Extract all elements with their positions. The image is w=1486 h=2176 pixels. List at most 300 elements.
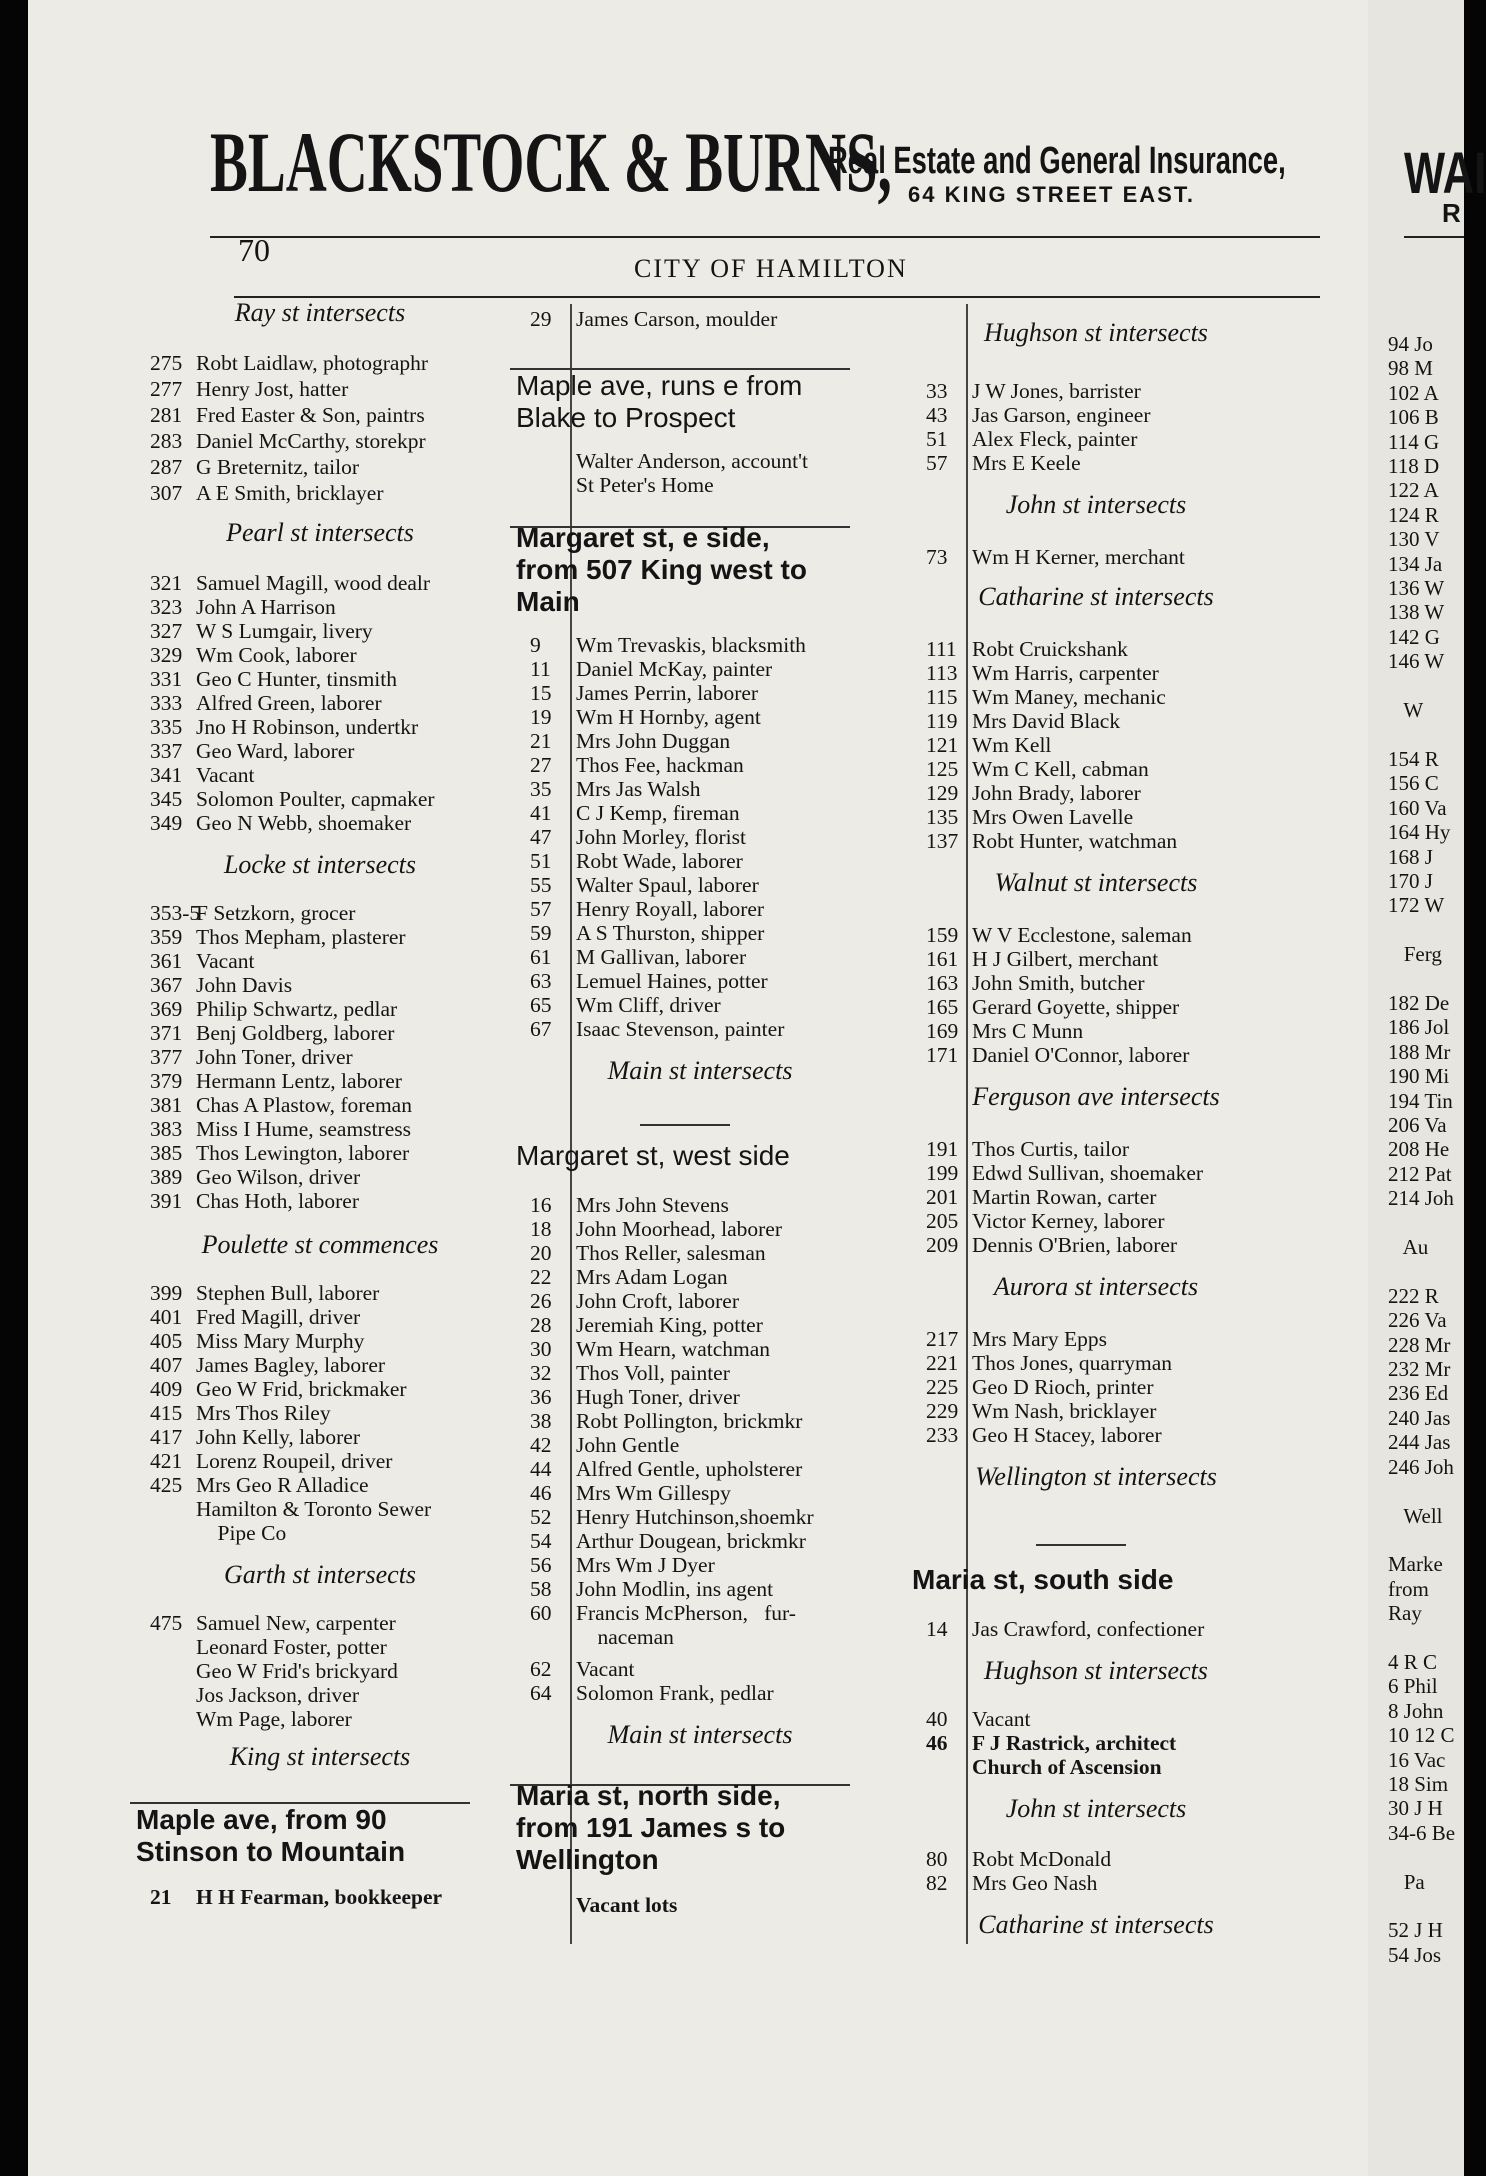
street-number: 165: [926, 995, 959, 1019]
directory-entry: [926, 660, 1159, 686]
directory-entry: [530, 992, 721, 1018]
directory-entry: [150, 642, 357, 668]
directory-entry: [150, 666, 397, 692]
resident-name: Dennis O'Brien, laborer: [972, 1233, 1178, 1257]
street-number: 233: [926, 1423, 959, 1447]
resident-name: Thos Curtis, tailor: [972, 1137, 1130, 1161]
street-number: 229: [926, 1399, 959, 1423]
street-heading: Stinson to Mountain: [136, 1836, 406, 1867]
section-rule: [640, 1124, 730, 1126]
street-number: 199: [926, 1161, 959, 1185]
page-number: 70: [238, 232, 270, 268]
resident-name: John Kelly, laborer: [196, 1425, 360, 1449]
resident-name: James Bagley, laborer: [196, 1353, 386, 1377]
resident-name: Thos Reller, salesman: [576, 1241, 766, 1265]
directory-entry: [926, 922, 1192, 948]
directory-entry: [926, 1754, 1162, 1780]
directory-entry: [150, 454, 359, 480]
street-number: 9: [530, 633, 541, 657]
street-number: 28: [530, 1313, 552, 1337]
street-number: 47: [530, 825, 552, 849]
street-number: 221: [926, 1351, 959, 1375]
resident-name: Alfred Gentle, upholsterer: [576, 1457, 803, 1481]
directory-entry: [530, 896, 764, 922]
street-number: 383: [150, 1117, 183, 1141]
directory-entry: [530, 306, 777, 332]
street-number: 379: [150, 1069, 183, 1093]
street-number: 32: [530, 1361, 552, 1385]
directory-entry: [926, 1398, 1156, 1424]
street-number: 367: [150, 973, 183, 997]
resident-name: Jeremiah King, potter: [576, 1313, 763, 1337]
directory-entry: [150, 350, 428, 376]
running-title: CITY OF HAMILTON: [634, 254, 908, 283]
street-number: 349: [150, 811, 183, 835]
directory-entry: [926, 1208, 1165, 1234]
street-number: 33: [926, 379, 948, 403]
street-number: 16: [530, 1193, 552, 1217]
directory-entry: [150, 762, 255, 788]
resident-name: Robt Laidlaw, photographr: [196, 351, 429, 375]
resident-name: Benj Goldberg, laborer: [196, 1021, 395, 1045]
resident-name: Jno H Robinson, undertkr: [196, 715, 419, 739]
resident-name: Wm Trevaskis, blacksmith: [576, 633, 806, 657]
resident-name: Walter Anderson, account't: [576, 449, 808, 473]
intersection-heading: Catharine st intersects: [978, 1910, 1214, 1939]
resident-name: John Smith, butcher: [972, 971, 1145, 995]
street-number: 36: [530, 1385, 552, 1409]
resident-name: Miss Mary Murphy: [196, 1329, 365, 1353]
directory-entry: [530, 1288, 739, 1314]
resident-name: Fred Easter & Son, paintrs: [196, 403, 425, 427]
street-number: 409: [150, 1377, 183, 1401]
resident-name: Geo H Stacey, laborer: [972, 1423, 1162, 1447]
street-number: 18: [530, 1217, 552, 1241]
street-number: 22: [530, 1265, 552, 1289]
resident-name: F Setzkorn, grocer: [196, 901, 356, 925]
directory-entry: [926, 636, 1128, 662]
street-number: 331: [150, 667, 183, 691]
street-number: 111: [926, 637, 957, 661]
resident-name: Robt Hunter, watchman: [972, 829, 1178, 853]
directory-entry: [150, 1328, 364, 1354]
street-number: 381: [150, 1093, 183, 1117]
directory-entry: [926, 1350, 1172, 1376]
street-number: 209: [926, 1233, 959, 1257]
facing-rule: [1404, 236, 1464, 238]
directory-page: [28, 0, 1368, 2176]
street-number: 46: [926, 1731, 948, 1755]
directory-entry: [530, 728, 730, 754]
resident-name: Mrs Wm Gillespy: [576, 1481, 731, 1505]
street-number: 44: [530, 1457, 552, 1481]
resident-name: Robt Pollington, brickmkr: [576, 1409, 803, 1433]
resident-name: Lorenz Roupeil, driver: [196, 1449, 393, 1473]
resident-name: Edwd Sullivan, shoemaker: [972, 1161, 1204, 1185]
directory-entry: [926, 1374, 1154, 1400]
resident-name: John Davis: [196, 973, 293, 997]
facing-page-edge: [1368, 0, 1486, 2176]
resident-name: Jas Crawford, confectioner: [972, 1617, 1205, 1641]
directory-entry: [530, 1336, 770, 1362]
street-heading: Maple ave, from 90: [136, 1804, 387, 1835]
directory-entry: [150, 810, 411, 836]
directory-entry: [926, 1160, 1203, 1186]
street-number: 277: [150, 377, 183, 401]
directory-entry: [150, 1424, 360, 1450]
directory-entry: [150, 972, 292, 998]
street-number: 61: [530, 945, 552, 969]
resident-name: Pipe Co: [196, 1521, 287, 1545]
directory-entry: [926, 780, 1141, 806]
directory-entry: [150, 1068, 402, 1094]
directory-entry: [150, 1352, 385, 1378]
street-number: 425: [150, 1473, 183, 1497]
street-number: 323: [150, 595, 183, 619]
resident-name: Robt Wade, laborer: [576, 849, 743, 873]
directory-entry: [150, 714, 418, 740]
directory-entry: [926, 402, 1151, 428]
resident-name: Thos Lewington, laborer: [196, 1141, 410, 1165]
street-number: 401: [150, 1305, 183, 1329]
resident-name: Jas Garson, engineer: [972, 403, 1151, 427]
directory-entry: [926, 684, 1166, 710]
street-number: 52: [530, 1505, 552, 1529]
resident-name: Geo C Hunter, tinsmith: [196, 667, 397, 691]
directory-entry: [926, 1018, 1083, 1044]
resident-name: Hamilton & Toronto Sewer: [196, 1497, 432, 1521]
resident-name: Wm C Kell, cabman: [972, 757, 1149, 781]
street-number: 15: [530, 681, 552, 705]
directory-entry: [530, 1656, 635, 1682]
directory-entry: [150, 1496, 431, 1522]
resident-name: A S Thurston, shipper: [576, 921, 765, 945]
intersection-heading: Main st intersects: [607, 1720, 793, 1749]
directory-entry: [926, 1136, 1129, 1162]
resident-name: W V Ecclestone, saleman: [972, 923, 1192, 947]
street-number: 287: [150, 455, 183, 479]
directory-entry: [530, 1600, 796, 1626]
street-number: 115: [926, 685, 958, 709]
street-number: 29: [530, 307, 552, 331]
directory-entry: [150, 1682, 359, 1708]
resident-name: Wm H Hornby, agent: [576, 705, 761, 729]
directory-entry: [530, 656, 772, 682]
directory-entry: [530, 1360, 730, 1386]
directory-entry: [926, 378, 1141, 404]
street-heading: Margaret st, e side,: [516, 522, 770, 553]
street-number: 329: [150, 643, 183, 667]
resident-name: John Toner, driver: [196, 1045, 353, 1069]
street-number: 21: [530, 729, 552, 753]
street-number: 163: [926, 971, 959, 995]
street-heading: Maple ave, runs e from: [516, 370, 803, 401]
directory-entry: [150, 376, 348, 402]
resident-name: Robt McDonald: [972, 1847, 1112, 1871]
directory-entry: [150, 594, 336, 620]
street-number: 58: [530, 1577, 552, 1601]
resident-name: M Gallivan, laborer: [576, 945, 747, 969]
resident-name: H J Gilbert, merchant: [972, 947, 1159, 971]
street-number: 137: [926, 829, 959, 853]
resident-name: John Morley, florist: [576, 825, 746, 849]
directory-entry: [530, 1216, 782, 1242]
intersection-heading: Aurora st intersects: [993, 1272, 1199, 1301]
resident-name: Thos Jones, quarryman: [972, 1351, 1173, 1375]
resident-name: J W Jones, barrister: [972, 379, 1141, 403]
street-number: 405: [150, 1329, 183, 1353]
resident-name: Francis McPherson, fur-: [576, 1601, 796, 1625]
section-rule: [1036, 1544, 1126, 1546]
directory-entry: [530, 704, 761, 730]
resident-name: Mrs Geo Nash: [972, 1871, 1098, 1895]
street-number: 14: [926, 1617, 948, 1641]
directory-entry: [530, 1432, 679, 1458]
directory-entry: [530, 1528, 806, 1554]
street-number: 43: [926, 403, 948, 427]
directory-entry: [150, 948, 255, 974]
directory-entry: [926, 1616, 1204, 1642]
directory-entry: [530, 872, 759, 898]
resident-name: St Peter's Home: [576, 473, 714, 497]
directory-entry: [530, 472, 714, 498]
resident-name: Arthur Dougean, brickmkr: [576, 1529, 806, 1553]
resident-name: Geo W Frid, brickmaker: [196, 1377, 407, 1401]
street-number: 67: [530, 1017, 552, 1041]
resident-name: Martin Rowan, carter: [972, 1185, 1157, 1209]
street-number: 57: [530, 897, 552, 921]
directory-entry: [150, 1376, 407, 1402]
directory-entry: [150, 924, 406, 950]
street-heading: from 191 James s to: [516, 1812, 786, 1843]
resident-name: Hermann Lentz, laborer: [196, 1069, 402, 1093]
directory-entry: [926, 1422, 1162, 1448]
resident-name: Mrs David Black: [972, 709, 1121, 733]
street-number: 171: [926, 1043, 959, 1067]
resident-name: John A Harrison: [196, 595, 336, 619]
intersection-heading: Ray st intersects: [234, 298, 406, 327]
resident-name: John Brady, laborer: [972, 781, 1141, 805]
directory-entry: [530, 1312, 763, 1338]
resident-name: Vacant lots: [576, 1893, 678, 1917]
street-number: 475: [150, 1611, 183, 1635]
directory-entry: [150, 402, 425, 428]
directory-entry: [926, 804, 1133, 830]
resident-name: naceman: [576, 1625, 674, 1649]
intersection-heading: John st intersects: [1005, 490, 1187, 519]
directory-entry: [530, 944, 746, 970]
street-number: 205: [926, 1209, 959, 1233]
directory-entry: [150, 738, 354, 764]
resident-name: Solomon Frank, pedlar: [576, 1681, 774, 1705]
street-number: 345: [150, 787, 183, 811]
street-number: 21: [150, 1885, 172, 1909]
directory-entry: [926, 828, 1177, 854]
resident-name: Wm Hearn, watchman: [576, 1337, 771, 1361]
directory-entry: [150, 1044, 353, 1070]
directory-entry: [150, 480, 384, 506]
resident-name: Gerard Goyette, shipper: [972, 995, 1180, 1019]
directory-entry: [150, 428, 426, 454]
resident-name: Wm Kell: [972, 733, 1052, 757]
directory-entry: [150, 1020, 394, 1046]
resident-name: Leonard Foster, potter: [196, 1635, 387, 1659]
resident-name: Geo W Frid's brickyard: [196, 1659, 398, 1683]
directory-entry: [926, 732, 1051, 758]
resident-name: Wm Cliff, driver: [576, 993, 721, 1017]
directory-entry: [150, 1884, 442, 1910]
street-number: 20: [530, 1241, 552, 1265]
resident-name: James Carson, moulder: [576, 307, 778, 331]
street-number: 56: [530, 1553, 552, 1577]
street-number: 51: [530, 849, 552, 873]
resident-name: Mrs Owen Lavelle: [972, 805, 1134, 829]
street-number: 307: [150, 481, 183, 505]
directory-entry: [150, 786, 435, 812]
directory-entry: [530, 1408, 802, 1434]
firm-name: BLACKSTOCK & BURNS,: [210, 114, 892, 210]
directory-entry: [926, 1232, 1177, 1258]
street-number: 11: [530, 657, 551, 681]
directory-entry: [530, 1240, 766, 1266]
resident-name: Mrs John Stevens: [576, 1193, 729, 1217]
resident-name: Vacant: [196, 763, 255, 787]
intersection-heading: Ferguson ave intersects: [972, 1082, 1220, 1111]
intersection-heading: Wellington st intersects: [975, 1462, 1217, 1491]
street-number: 371: [150, 1021, 183, 1045]
street-number: 63: [530, 969, 552, 993]
resident-name: Stephen Bull, laborer: [196, 1281, 380, 1305]
resident-name: Mrs Mary Epps: [972, 1327, 1107, 1351]
street-number: 161: [926, 947, 959, 971]
street-number: 55: [530, 873, 552, 897]
directory-entry: [150, 1304, 360, 1330]
street-number: 54: [530, 1529, 552, 1553]
intersection-heading: Garth st intersects: [223, 1560, 417, 1589]
street-number: 217: [926, 1327, 959, 1351]
facing-subheading: R: [1442, 198, 1461, 228]
directory-entry: [150, 690, 382, 716]
street-number: 159: [926, 923, 959, 947]
street-number: 417: [150, 1425, 183, 1449]
street-number: 385: [150, 1141, 183, 1165]
resident-name: Samuel Magill, wood dealr: [196, 571, 431, 595]
street-number: 391: [150, 1189, 183, 1213]
street-number: 19: [530, 705, 552, 729]
resident-name: Wm Cook, laborer: [196, 643, 357, 667]
resident-name: Vacant: [972, 1707, 1031, 1731]
street-number: 275: [150, 351, 183, 375]
intersection-heading: Locke st intersects: [223, 850, 417, 879]
street-number: 60: [530, 1601, 552, 1625]
street-number: 341: [150, 763, 183, 787]
street-number: 399: [150, 1281, 183, 1305]
resident-name: G Breternitz, tailor: [196, 455, 359, 479]
directory-entry: [530, 1576, 773, 1602]
resident-name: Mrs Jas Walsh: [576, 777, 701, 801]
resident-name: Victor Kerney, laborer: [972, 1209, 1165, 1233]
directory-entry: [150, 1280, 379, 1306]
intersection-heading: Catharine st intersects: [978, 582, 1214, 611]
directory-entry: [530, 968, 768, 994]
resident-name: Geo D Rioch, printer: [972, 1375, 1154, 1399]
street-number: 361: [150, 949, 183, 973]
street-number: 337: [150, 739, 183, 763]
intersection-heading: King st intersects: [229, 1742, 411, 1771]
directory-entry: [530, 1680, 774, 1706]
directory-entry: [150, 996, 397, 1022]
resident-name: Henry Royall, laborer: [576, 897, 765, 921]
street-number: 73: [926, 545, 948, 569]
resident-name: Robt Cruickshank: [972, 637, 1128, 661]
street-number: 335: [150, 715, 183, 739]
resident-name: Henry Jost, hatter: [196, 377, 349, 401]
resident-name: Mrs Geo R Alladice: [196, 1473, 369, 1497]
directory-entry: [926, 1706, 1031, 1732]
directory-entry: [150, 1164, 360, 1190]
street-number: 26: [530, 1289, 552, 1313]
resident-name: Miss I Hume, seamstress: [196, 1117, 411, 1141]
directory-entry: [150, 1400, 331, 1426]
street-number: 62: [530, 1657, 552, 1681]
street-number: 191: [926, 1137, 959, 1161]
directory-entry: [530, 1384, 740, 1410]
directory-entry: [530, 1480, 731, 1506]
street-number: 30: [530, 1337, 552, 1361]
street-number: 327: [150, 619, 183, 643]
street-number: 283: [150, 429, 183, 453]
resident-name: H H Fearman, bookkeeper: [196, 1885, 443, 1909]
street-number: 407: [150, 1353, 183, 1377]
intersection-heading: Poulette st commences: [201, 1230, 439, 1259]
directory-entry: [926, 708, 1120, 734]
street-number: 129: [926, 781, 959, 805]
intersection-heading: John st intersects: [1005, 1794, 1187, 1823]
street-number: 369: [150, 997, 183, 1021]
directory-entry: [530, 800, 740, 826]
street-number: 113: [926, 661, 958, 685]
resident-name: Philip Schwartz, pedlar: [196, 997, 398, 1021]
street-number: 353-5: [150, 901, 201, 925]
intersection-heading: Hughson st intersects: [984, 1656, 1208, 1685]
resident-name: Samuel New, carpenter: [196, 1611, 396, 1635]
directory-entry: [150, 1188, 359, 1214]
directory-entry: [150, 1658, 398, 1684]
intersection-heading: Walnut st intersects: [994, 868, 1198, 897]
resident-name: Alfred Green, laborer: [196, 691, 382, 715]
resident-name: Daniel McCarthy, storekpr: [196, 429, 426, 453]
street-number: 57: [926, 451, 948, 475]
street-heading: Blake to Prospect: [516, 402, 736, 433]
street-heading: Margaret st, west side: [516, 1140, 790, 1171]
directory-entry: [926, 756, 1149, 782]
intersection-heading: Pearl st intersects: [226, 518, 414, 547]
resident-name: Lemuel Haines, potter: [576, 969, 768, 993]
resident-name: Thos Mepham, plasterer: [196, 925, 406, 949]
resident-name: Church of Ascension: [972, 1755, 1162, 1779]
directory-entry: [926, 1730, 1176, 1756]
street-number: 421: [150, 1449, 183, 1473]
directory-entry: [150, 1140, 409, 1166]
directory-entry: [926, 1042, 1189, 1068]
directory-entry: [150, 1092, 412, 1118]
resident-name: Geo N Webb, shoemaker: [196, 811, 412, 835]
directory-entry: [530, 1192, 729, 1218]
resident-name: Mrs Adam Logan: [576, 1265, 728, 1289]
directory-entry: [530, 448, 808, 474]
street-number: 169: [926, 1019, 959, 1043]
street-number: 82: [926, 1871, 948, 1895]
